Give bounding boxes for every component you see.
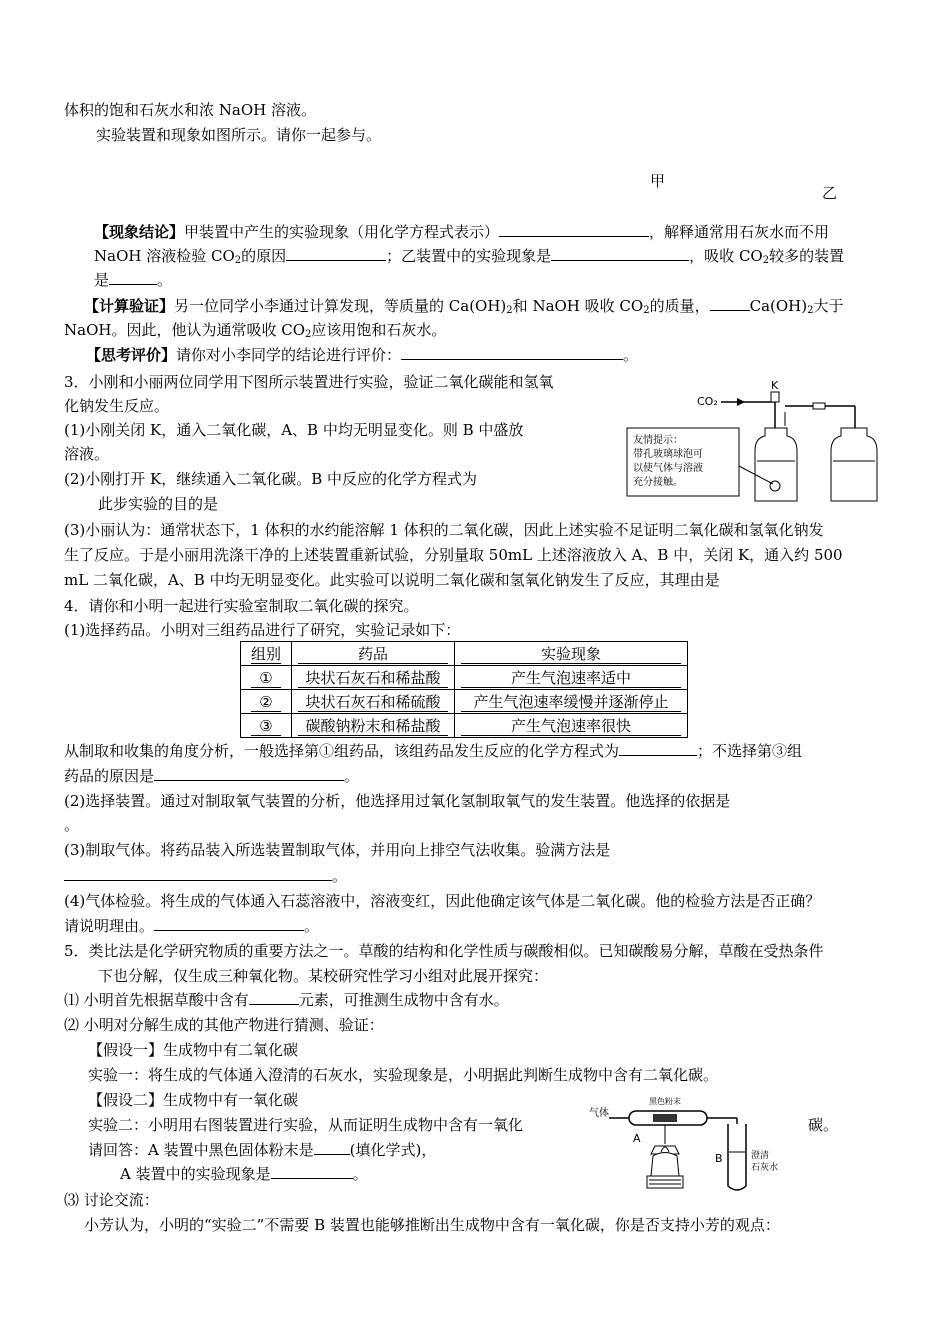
co2-naoh-apparatus-figure [625,376,890,511]
text: 大于 [813,297,844,315]
q3-line: 此步实验的目的是 [98,495,219,513]
q3-line: (3)小丽认为：通常状态下，1 体积的水约能溶解 1 体积的二氧化碳，因此上述实验不足证明二氧化碳和氢氧化钠发 [64,521,824,539]
table-cell: 碳酸钠粉末和稀盐酸 [292,714,455,738]
table-row [241,666,688,690]
q5-line: 碳。 [808,1116,839,1134]
tip-line: 友情提示： [633,435,683,446]
q4-line: (4)气体检验。将生成的气体通入石蕊溶液中，溶液变红，因此他确定该气体是二氧化碳。他的检验方法是否正确？ [64,892,821,910]
subscript: 2 [305,329,312,340]
co-reduction-apparatus-figure [587,1094,787,1194]
section-tag: 【现象结论】 [94,223,185,241]
figure-label-jia: 甲 [650,172,666,190]
figure-label-yi: 乙 [822,184,838,202]
q3-line: 溶液。 [64,445,110,463]
answer-blank[interactable] [109,270,157,285]
text: 请你对小李同学的结论进行评价： [176,346,402,364]
subscript: 2 [234,255,242,266]
gas-label: 气体 [589,1108,609,1119]
table-cell: 块状石灰石和稀硫酸 [292,690,455,714]
answer-blank[interactable] [154,916,304,931]
answer-blank[interactable] [551,246,689,261]
reagent-table [240,641,688,738]
text: NaOH。因此，他认为通常吸收 CO [64,321,305,339]
q4-line [64,741,802,761]
section-tag: 【计算验证】 [84,297,175,315]
answer-blank[interactable] [154,766,344,781]
text: ；乙装置中的实验现象是 [386,247,552,265]
q4-line: (2)选择装置。通过对制取氧气装置的分析，他选择用过氧化氢制取氧气的发生装置。他选择的依据是 [64,792,731,810]
answer-blank[interactable] [249,990,299,1005]
q5-line: 下也分解，仅生成三种氧化物。某校研究性学习小组对此展开探究： [98,967,549,985]
q5-line [120,1164,368,1184]
text: 。 [623,346,639,364]
text-line: 体积的饱和石灰水和浓 NaOH 溶液。 [64,101,316,119]
answer-blank[interactable] [401,345,623,360]
subscript: 2 [506,305,513,316]
table-cell: ② [241,690,292,714]
q3-line: (1)小刚关闭 K，通入二氧化碳，A、B 中均无明显变化。则 B 中盛放 [64,421,524,439]
q3-line: 化钠发生反应。 [64,397,170,415]
text: ，解释通常用石灰水而不用 [649,223,830,241]
text: 应该用饱和石灰水。 [311,321,447,339]
text: Ca(OH) [749,297,808,315]
table-cell: 产生气泡速率适中 [455,666,688,690]
text: 。 [157,271,173,289]
text: 另一位同学小李通过计算发现，等质量的 Ca(OH) [174,297,507,315]
tip-line: 带孔玻璃球泡可 [633,449,703,460]
table-cell: 块状石灰石和稀盐酸 [292,666,455,690]
text: 甲装置中产生的实验现象（用化学方程式表示） [184,223,500,241]
q3-line: mL 二氧化碳，A、B 中均无明显变化。此实验可以说明二氧化碳和氢氧化钠发生了反应，其理由是 [64,571,720,589]
text: 是 [94,271,110,289]
text: A 装置中的实验现象是 [120,1165,271,1183]
answer-blank[interactable] [499,222,649,237]
text: ⑴ 小明首先根据草酸中含有 [64,991,249,1009]
text: 元素，可推测生成物中含有水。 [298,991,509,1009]
text: 和 NaOH 吸收 CO [512,297,644,315]
answer-blank[interactable] [64,866,332,881]
black-powder-label: 黑色粉末 [649,1097,681,1106]
valve-k-label: K [771,379,779,392]
text: ；不选择第③组 [697,742,803,760]
subscript: 2 [807,305,814,316]
text: 请回答：A 装置中黑色固体粉末是 [88,1141,314,1159]
text: 的质量， [649,297,710,315]
q5-line: 实验一：将生成的气体通入澄清的石灰水，实验现象是，小明据此判断生成物中含有二氧化碳。 [88,1066,719,1084]
text-line: 实验装置和现象如图所示。请你一起参与。 [96,126,382,144]
table-cell: ③ [241,714,292,738]
limewater-label: 澄清 [751,1151,770,1161]
table-cell: ① [241,666,292,690]
q5-line: 小芳认为，小明的“实验二”不需要 B 装置也能够推断出生成物中含有一氧化碳，你是否支持小芳的观点： [84,1216,780,1234]
q5-line: 5．类比法是化学研究物质的重要方法之一。草酸的结构和化学性质与碳酸相似。已知碳酸易分解，草酸在受热条件 [64,942,824,960]
think-line [86,345,638,365]
answer-blank[interactable] [314,1140,350,1155]
text: 较多的装置 [769,247,845,265]
section-tag: 【思考评价】 [86,346,177,364]
table-cell: 产生气泡速率很快 [455,714,688,738]
answer-blank[interactable] [619,741,697,756]
table-row [241,690,688,714]
q5-line: ⑶ 讨论交流： [64,1191,159,1209]
table-row [241,714,688,738]
table-header: 药品 [292,642,455,666]
conclusion-line-3 [94,270,172,290]
text: 从制取和收集的角度分析，一般选择第①组药品，该组药品发生反应的化学方程式为 [64,742,620,760]
answer-blank[interactable] [710,296,750,311]
q5-line: ⑵ 小明对分解生成的其他产物进行猜测、验证： [64,1016,384,1034]
text: 请说明理由。 [64,917,155,935]
q3-line: 3．小刚和小丽两位同学用下图所示装置进行实验，验证二氧化碳能和氢氧 [64,373,554,391]
q5-line: 实验二：小明用右图装置进行实验，从而证明生成物中含有一氧化 [88,1116,524,1134]
q4-line [64,916,319,936]
table-cell: 产生气泡速率缓慢并逐渐停止 [455,690,688,714]
text: 的原因 [241,247,287,265]
q5-line [64,990,509,1010]
q5-line: 【假设二】生成物中有一氧化碳 [88,1091,299,1109]
table-header: 实验现象 [455,642,688,666]
q5-line [88,1140,436,1160]
co2-label: CO₂ [697,395,718,408]
answer-blank[interactable] [286,246,386,261]
text: 。 [332,867,348,885]
q5-line: 【假设一】生成物中有二氧化碳 [88,1041,299,1059]
q3-line: (2)小刚打开 K，继续通入二氧化碳。B 中反应的化学方程式为 [64,470,478,488]
table-header: 组别 [241,642,292,666]
subscript: 2 [762,255,770,266]
table-header-row [241,642,688,666]
text: 。 [344,767,360,785]
conclusion-line-2 [94,246,844,271]
q4-line [64,866,347,886]
text: (填化学式)， [349,1141,437,1159]
q4-line: 4．请你和小明一起进行实验室制取二氧化碳的探究。 [64,597,419,615]
conclusion-line-1 [94,222,829,242]
apparatus-b-label: B [715,1152,723,1165]
subscript: 2 [643,305,650,316]
q3-line: 生了反应。于是小丽用洗涤干净的上述装置重新试验，分别量取 50mL 上述溶液放入 A、B 中，关闭 K，通入约 500 [64,546,843,564]
tip-line: 以使气体与溶液 [633,463,703,474]
apparatus-a-label: A [633,1132,641,1145]
text: ，吸收 CO [689,247,763,265]
q4-line [64,766,359,786]
text: 药品的原因是 [64,767,155,785]
limewater-label: 石灰水 [751,1163,779,1173]
text: 。 [304,917,320,935]
text: NaOH 溶液检验 CO [94,247,235,265]
tip-line: 充分接触。 [633,477,683,488]
answer-blank[interactable] [271,1164,353,1179]
q4-line: (3)制取气体。将药品装入所选装置制取气体，并用向上排空气法收集。验满方法是 [64,841,611,859]
calc-line-2 [64,320,446,345]
q4-line: 。 [64,816,80,834]
calc-line-1 [84,296,844,321]
q4-line: (1)选择药品。小明对三组药品进行了研究，实验记录如下： [64,621,461,639]
text: 。 [352,1165,368,1183]
